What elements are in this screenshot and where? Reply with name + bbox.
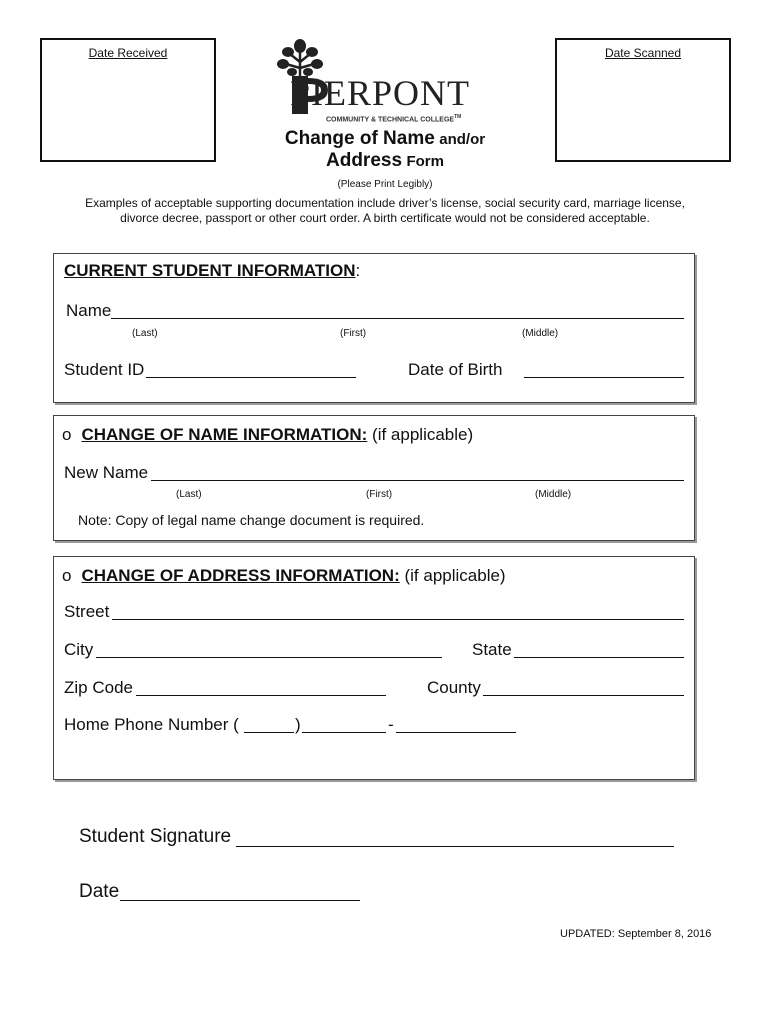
phone-prefix-underline <box>302 732 386 733</box>
home-phone-label: Home Phone Number ( <box>64 715 239 734</box>
change-of-name-section <box>53 415 695 541</box>
print-legibly-note: (Please Print Legibly) <box>337 179 433 190</box>
phone-line-underline <box>396 732 516 733</box>
student-signature-input[interactable] <box>240 826 669 846</box>
city-underline <box>96 657 442 658</box>
logo-name: PIERPONT <box>290 73 471 113</box>
change-of-name-checkbox[interactable]: o <box>62 425 72 444</box>
phone-dash: - <box>388 715 394 734</box>
county-underline <box>483 695 684 696</box>
phone-area-underline <box>244 732 294 733</box>
form-title-form: Form <box>406 153 444 170</box>
instructions-line-1: Examples of acceptable supporting documentation include driver’s license, social security card, marriage license, <box>85 196 685 210</box>
new-name-middle-caption: (Middle) <box>535 489 572 500</box>
phone-area-code-input[interactable] <box>245 714 297 732</box>
current-student-section <box>53 253 695 403</box>
state-underline <box>514 657 684 658</box>
form-title-address: Address <box>326 150 403 171</box>
signature-date-input[interactable] <box>124 880 360 900</box>
name-last-caption: (Last) <box>132 328 158 339</box>
state-input[interactable] <box>517 639 685 657</box>
change-of-address-section <box>53 556 695 780</box>
phone-line-input[interactable] <box>398 714 518 732</box>
student-id-label: Student ID <box>64 360 145 379</box>
logo-tagline: COMMUNITY & TECHNICAL COLLEGE <box>326 116 455 124</box>
form-title-main: Change of Name <box>284 128 435 149</box>
logo-tm: TM <box>454 114 462 120</box>
pierpont-logo <box>270 38 490 128</box>
zip-code-underline <box>136 695 386 696</box>
change-of-address-heading: o CHANGE OF ADDRESS INFORMATION: (if applicable) <box>62 566 506 585</box>
signature-date-label: Date <box>79 881 120 902</box>
signature-underline <box>236 846 674 847</box>
student-id-input[interactable] <box>149 359 357 377</box>
change-of-name-heading: o CHANGE OF NAME INFORMATION: (if applicable) <box>62 425 474 444</box>
current-student-heading: CURRENT STUDENT INFORMATION: <box>64 261 361 280</box>
name-change-note: Note: Copy of legal name change document is required. <box>78 512 425 528</box>
state-label: State <box>472 640 512 659</box>
name-underline <box>111 318 684 319</box>
street-input[interactable] <box>115 601 684 619</box>
date-of-birth-underline <box>524 377 684 378</box>
county-input[interactable] <box>486 677 685 695</box>
county-label: County <box>427 678 481 697</box>
new-name-input[interactable] <box>154 462 683 480</box>
date-scanned-label: Date Scanned <box>604 46 682 60</box>
zip-code-label: Zip Code <box>64 678 133 697</box>
date-received-label: Date Received <box>88 46 168 60</box>
street-underline <box>112 619 684 620</box>
new-name-last-caption: (Last) <box>176 489 202 500</box>
new-name-label: New Name <box>64 463 149 482</box>
new-name-first-caption: (First) <box>366 489 393 500</box>
name-input[interactable] <box>114 300 683 318</box>
city-label: City <box>64 640 94 659</box>
change-of-address-checkbox[interactable]: o <box>62 566 72 585</box>
signature-date-underline <box>120 900 360 901</box>
new-name-underline <box>151 480 684 481</box>
student-signature-label: Student Signature <box>79 826 232 847</box>
city-input[interactable] <box>99 639 443 657</box>
updated-date: UPDATED: September 8, 2016 <box>560 928 712 940</box>
name-first-caption: (First) <box>340 328 367 339</box>
form-title-line-1 <box>0 128 770 150</box>
form-title-and-or: and/or <box>439 131 486 148</box>
phone-close-paren: ) <box>295 715 301 734</box>
form-title-line-2 <box>0 150 770 172</box>
zip-code-input[interactable] <box>139 677 387 695</box>
name-middle-caption: (Middle) <box>522 328 559 339</box>
date-of-birth-input[interactable] <box>527 359 685 377</box>
street-label: Street <box>64 602 110 621</box>
phone-prefix-input[interactable] <box>304 714 388 732</box>
student-id-underline <box>146 377 356 378</box>
name-label: Name <box>66 301 112 320</box>
instructions-line-2: divorce decree, passport or other court order. A birth certificate would not be considered acceptable. <box>120 211 650 225</box>
date-of-birth-label: Date of Birth <box>408 360 503 379</box>
